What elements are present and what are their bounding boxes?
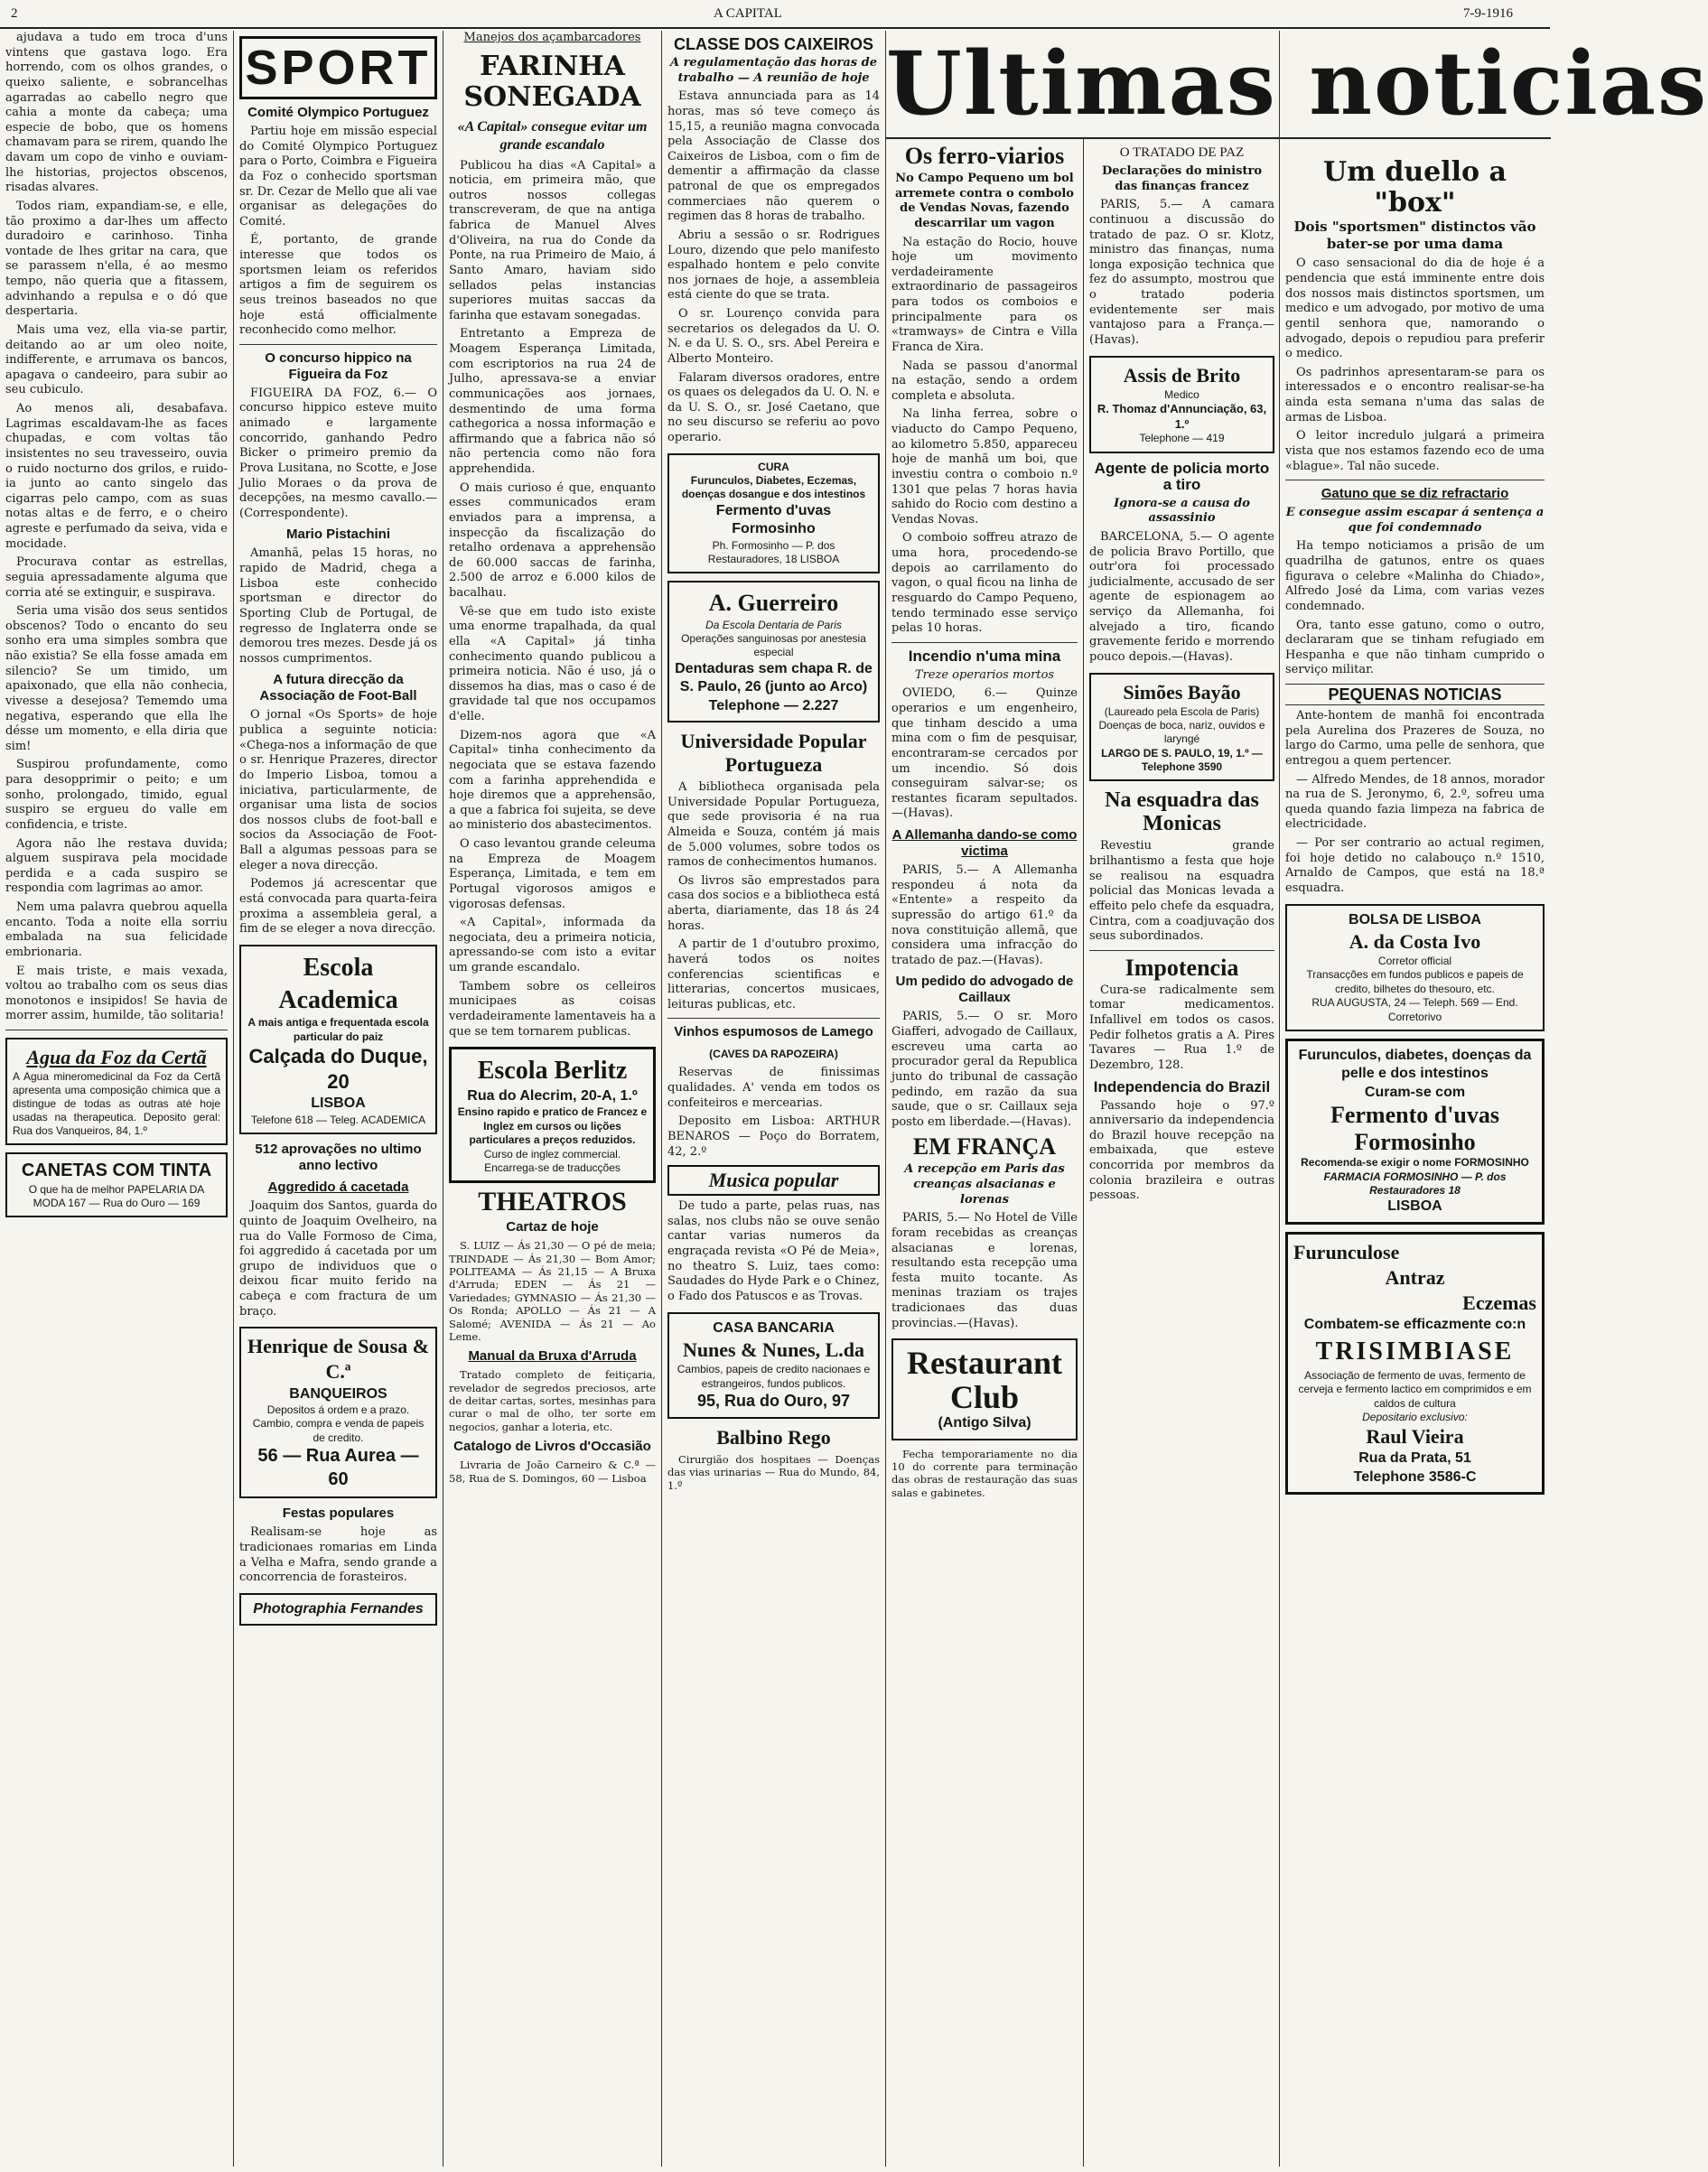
ad-agua-foz-certa (5, 1038, 228, 1145)
article-paragraph: Ora, tanto esse gatuno, como o outro, declararam que se tinham refugiado em Hespanha e que não tinham cumprido o serviço militar. (1285, 618, 1545, 677)
article-paragraph: Os livros são emprestados para casa dos socios e a bibliotheca está aberta, diariamente, das 18 ás 24 horas. (667, 873, 880, 933)
headline: Festas populares (282, 1505, 395, 1522)
ad-text: Transacções em fundos publicos e papeis de credito, bilhetes do thesouro, etc. (1306, 968, 1524, 995)
ad-address: R. Thomaz d'Annunciação, 63, 1.º (1097, 402, 1267, 431)
ad-subtitle: (Laureado pela Escola de Paris) Doenças de boca, nariz, ouvidos e laryngé (1098, 704, 1265, 746)
fiction-paragraph: Procurava contar as estrellas, seguia apressadamente alguma que corria até se extinguir, e suspirava. (5, 555, 228, 600)
ad-text: Combatem-se efficazmente co:n (1303, 1317, 1526, 1333)
ad-text: Associação de fermento de uvas, fermento de cerveja e fermento lactico em comprimidos e em caldos de cultura (1298, 1368, 1532, 1410)
headline: (CAVES DA RAPOZEIRA) (709, 1048, 838, 1061)
article-paragraph: Entretanto a Empreza de Moagem Esperança Limitada, com escriptorios na rua 24 de Julho, apressava-se a enviar communicações aos jornaes, desmentindo de uma forma cathegorica a nossa informação e affirmando que a fabrica não só não pertencia como não fora apprehendida. (449, 327, 656, 477)
ad-address: FARMACIA FORMOSINHO — P. dos Restauradores 18 (1323, 1170, 1507, 1198)
article-paragraph: Nada se passou d'anormal na estação, sendo a ordem completa e absoluta. (891, 359, 1078, 403)
article-paragraph: Na estação do Rocio, houve hoje um movimento verdadeiramente extraordinario de passageiros para todos os comboios e principalmente para os «tramways» de Cintra e Villa Franca de Xira. (891, 235, 1078, 354)
headline-impotencia: Impotencia (1125, 954, 1239, 981)
article-paragraph: O leitor incredulo julgará a primeira vista que nos estamos fazendo eco de uma «blague». Tal não sucede. (1285, 429, 1545, 473)
headline: PEQUENAS NOTICIAS (1285, 684, 1545, 705)
ad-address: Calçada do Duque, 20 (248, 1045, 428, 1094)
ad-text: Furunculos, diabetes, doenças da pelle e dos intestinos (1298, 1047, 1532, 1082)
column-5a (886, 139, 1083, 2167)
ad-fermento-formosinho (1285, 1039, 1545, 1225)
article-paragraph: Ante-hontem de manhã foi encontrada pela Aurelina dos Prazeres de Souza, no largo do Carmo, uma pelle de senhora, que entregou a quem pertencer. (1285, 709, 1545, 768)
ad-text: A Agua mineromedicinal da Foz da Certã apresenta uma composição chimica que a distingue de todas as outras até hoje usadas na therapeutica. Deposito geral: Rua dos Vanqueiros, 84, 1.º (13, 1070, 220, 1138)
headline-duello: Um duello a "box" (1323, 156, 1507, 219)
headline: A futura direcção da Associação de Foot-Ball (259, 672, 417, 704)
ad-title: A. Guerreiro (708, 590, 839, 617)
ad-text: Furunculose (1293, 1240, 1400, 1263)
ad-text: Eczemas (1462, 1291, 1536, 1315)
fiction-paragraph: Ao menos ali, desabafava. Lagrimas escaldavam-lhe as faces chupadas, e com voltas tão insistentes no seu travesseiro, ouvia o ruido nocturno dos grilos, e ruido-ia junto ao canto singelo das cigarras pelo campo, com as suas notas altas e de ferro, e o cheiro agreste e perfumado da seiva, vida e mocidade. (5, 402, 228, 551)
ad-trisimbiase (1285, 1232, 1545, 1495)
ad-title: Escola Berlitz (477, 1057, 628, 1086)
ad-title: Fermento d'uvas Formosinho (715, 502, 832, 537)
ad-phone: Telephone 3586-C (1353, 1468, 1477, 1485)
article-paragraph: Deposito em Lisboa: ARTHUR BENAROS — Poço do Borratem, 42, 2.º (667, 1114, 880, 1159)
ad-text: Ensino rapido e pratico de Francez e Inglez em cursos ou lições particulares a preços reduzidos. (457, 1105, 648, 1147)
article-paragraph: PARIS, 5.— No Hotel de Ville foram recebidas as creanças alsacianas e lorenas, resultando esta recepção uma festa muito tocante. As meninas traziam os trajes tradicionaes das duas provincias.—(Havas). (891, 1211, 1078, 1330)
paper-name: A CAPITAL (714, 6, 782, 21)
article-paragraph: Publicou ha dias «A Capital» a noticia, em primeira mão, que outros nossos collegas transcreveram, de que na antiga fabrica de Manuel Alves d'Oliveira, na rua do Conde da Ponte, na rua Primeiro de Maio, á Santo Amaro, haviam sido sellados pelas instancias superiores muitas saccas da farinha que estavam sonegadas. (449, 158, 656, 322)
kicker: Dois "sportsmen" distinctos vão bater-se por uma dama (1293, 219, 1536, 253)
ad-title: Escola Academica (278, 953, 398, 1014)
divider (667, 1018, 880, 1019)
headline: Agente de policia morto a tiro (1094, 459, 1270, 493)
kicker: Declarações do ministro das finanças francez (1101, 164, 1262, 193)
article-paragraph: O comboio soffreu atrazo de uma hora, procedendo-se depois ao carrilamento do vagon, o qual ficou na linha de resguardo do Campo Pequeno, tendo terminado esse serviço pelas 10 horas. (891, 531, 1078, 636)
article-paragraph: Dizem-nos agora que «A Capital» tinha conhecimento da negociata que se estava fazendo com a farinha apprehendida e hoje diremos que a apprehensão, a que a fabrica foi sujeita, se deve ao ministerio dos abastecimentos. (449, 728, 656, 833)
kicker: Manejos dos açambarcadores (463, 31, 641, 44)
ad-address: LARGO DE S. PAULO, 19, 1.º — Telephone 3590 (1101, 746, 1263, 774)
column-2 (233, 31, 443, 2167)
headline: Mario Pistachini (285, 527, 391, 543)
article-paragraph: Podemos já acrescentar que está convocada para quarta-feira proxima a assembleia geral, a fim de se eleger a nova direcção. (239, 877, 437, 937)
ad-text: Curso de inglez commercial. (483, 1147, 621, 1161)
ad-city: LISBOA (1387, 1198, 1442, 1215)
article-paragraph: Abriu a sessão o sr. Rodrigues Louro, dizendo que pelo manifesto espalhado hontem e pelo convite nos jornaes de hoje, a assembleia está ciente do que se trata. (667, 228, 880, 303)
article-paragraph: Reservas de finissimas qualidades. A' venda em todos os confeiteiros e mercearias. (667, 1066, 880, 1110)
article-paragraph: FIGUEIRA DA FOZ, 6.— O concurso hippico esteve muito animado e largamente concorrido, ganhando Pedro Bicker o primeiro premio da Prova Lusitana, no Scotte, e Jose Julio Moraes o da prova de decepções, na mesmo cavallo.—(Correspondente). (239, 386, 437, 520)
headline-caixeiros: CLASSE DOS CAIXEIROS (673, 35, 874, 53)
headline-ferro-viarios: Os ferro-viarios (904, 143, 1065, 169)
kicker: A regulamentação das horas de trabalho — A reunião de hoje (669, 56, 878, 85)
ad-assis-brito (1089, 356, 1274, 453)
headline: Gatuno que se diz refractario (1321, 486, 1509, 502)
headline: Cartaz de hoje (506, 1219, 599, 1235)
kicker: No Campo Pequeno um bol arremete contra o combolo de Vendas Novas, fazendo descarrilar um vagon (895, 172, 1074, 230)
article-paragraph: Vê-se que em tudo isto existe uma enorme trapalhada, da qual ella «A Capital» já tinha conhecimento quando publicou a primeira noticia. Não é uso, já o dissemos ha dias, mas o caso é de gravidade tal que nos occupamos d'elle. (449, 604, 656, 724)
ad-kicker: CASA BANCARIA (713, 1319, 835, 1336)
article-paragraph: Realisam-se hoje as tradicionaes romarias em Linda a Velha e Mafra, sendo grande a concorrencia de forasteiros. (239, 1525, 437, 1585)
article-paragraph: PARIS, 5.— O sr. Moro Giafferi, advogado de Caillaux, escreveu uma carta ao procurador geral da Republica junto do tribunal de cassação pedindo, em razão da sua saude, que o sr. Caillaux seja posto em liberdade.—(Havas). (891, 1010, 1078, 1129)
headline: Um pedido do advogado de Caillaux (895, 974, 1074, 1006)
ad-address: RUA AUGUSTA, 24 — Teleph. 569 — End. Corretorivo (1311, 996, 1518, 1023)
ad-address: Rua da Prata, 51 (1358, 1450, 1471, 1467)
ad-phone: Telephone — 419 (1139, 432, 1225, 445)
running-header (0, 0, 1550, 29)
ad-city: LISBOA (311, 1095, 366, 1112)
ad-title: Fermento d'uvas Formosinho (1330, 1102, 1500, 1156)
article-paragraph: A partir de 1 d'outubro proximo, haverá todos os noites conferencias scientificas e litterarias, concertos musicaes, leituras publicas, etc. (667, 937, 880, 1011)
ad-title: Henrique de Sousa & C.ª (247, 1335, 430, 1384)
ad-phone: Telefone 618 — Teleg. ACADEMICA (250, 1113, 426, 1126)
ad-cura-formosinho (667, 453, 880, 574)
fiction-paragraph: Todos riam, expandiam-se, e elle, tão proximo a dar-lhes um affecto duradoiro e carinhoso. Tinha vontade de lhes gritar na cara, que se parassem n'ella, é ao mesmo tempo, não queria que a fitassem, advinhando a repulsa e o dó que despertaria. (5, 199, 228, 319)
kicker: E consegue assim escapar á sentença a que foi condemnado (1285, 506, 1545, 535)
column-6 (1279, 31, 1550, 2167)
article-paragraph: O caso sensacional do dia de hoje é a pendencia que está imminente entre dois dos nossos mais distinctos sportsmen, um medico e um advogado, por motivo de uma gentil senhora que, namorando o advogado, depois o repudiou para preferir o medico. (1285, 256, 1545, 361)
article-paragraph: — Alfredo Mendes, de 18 annos, morador na rua de S. Jeronymo, 6, 2.º, sofreu uma queda quando fazia limpeza na fabrica de electricidade. (1285, 772, 1545, 832)
ad-text: Encarrega-se de traducções (484, 1161, 621, 1174)
fiction-paragraph: E mais triste, e mais vexada, voltou ao trabalho com os seus dias monotonos e insipidos! Se havia de morrer assim, humilde, tão solitaria! (5, 964, 228, 1023)
headline: Aggredido á cacetada (267, 1179, 409, 1196)
column-4 (661, 31, 885, 2167)
fiction-paragraph: Agora não lhe restava duvida; alguem suspirava pela mocidade perdida e a cada suspiro se respondia com lagrimas ao amor. (5, 836, 228, 896)
issue-date: 7-9-1916 (1463, 6, 1513, 21)
ad-text: Depositario exclusivo: (1362, 1410, 1468, 1423)
page-number: 2 (11, 6, 18, 21)
ad-title: TRISIMBIASE (1315, 1337, 1515, 1366)
ad-text: Curam-se com (1364, 1084, 1466, 1100)
ad-restaurant-club (891, 1338, 1078, 1440)
subheadline: «A Capital» consegue evitar um grande escandalo (457, 118, 648, 154)
headline: Vinhos espumosos de Lamego (674, 1024, 873, 1040)
ad-canetas (5, 1152, 228, 1217)
headline: Comité Olympico Portuguez (247, 105, 429, 120)
headline: Manual da Bruxa d'Arruda (468, 1348, 637, 1365)
ad-subtitle: Da Escola Dentaria de Paris (705, 618, 842, 631)
ad-guerreiro (667, 581, 880, 722)
fiction-paragraph: Mais uma vez, ella via-se partir, deitando ao ar um oleo noite, indifferente, e arrumava os bancos, apagava o candeeiro, para subir ao seu cubiculo. (5, 322, 228, 397)
column-3 (443, 31, 661, 2167)
article-paragraph: A bibliotheca organisada pela Universidade Popular Portugueza, que sede provisoria é na rua Almeida e Souza, contém já mais de 5.000 volumes, sobre todos os ramos de conhecimentos humanos. (667, 780, 880, 870)
headline: O TRATADO DE PAZ (1119, 145, 1245, 160)
ad-address: Dentaduras sem chapa R. de S. Paulo, 26 (junto ao Arco) Telephone — 2.227 (675, 660, 873, 713)
column-1 (0, 31, 233, 2167)
headline-esquadra: Na esquadra das Monicas (1105, 788, 1259, 836)
ad-photographia (239, 1593, 437, 1626)
article-paragraph: Passando hoje o 97.º anniversario da independencia do Brazil houve recepção na embaixada, que esteve concorrida por membros da colonia brazileira e outras pessoas. (1089, 1098, 1274, 1203)
article-paragraph: Os padrinhos apresentaram-se para os interessados e o encontro realisar-se-ha ainda esta semana n'uma das salas de armas de Lisboa. (1285, 365, 1545, 424)
headline-em-franca: EM FRANÇA (912, 1133, 1057, 1161)
headline: Catalogo de Livros d'Occasião (453, 1439, 651, 1455)
article-paragraph: Cura-se radicalmente sem tomar medicamentos. Infallivel em todos os casos. Pedir folhetos gratis a A. Pires Tavares — Rua 1.º de Dezembro, 128. (1089, 983, 1274, 1072)
fiction-paragraph: Seria uma visão dos seus sentidos obscenos? Todo o encanto do seu sonho era uma simples sombra que não existia? Se ella fosse amada em silencio? Se um timido, um apaixonado, que ella não conhecia, vivesse a desejosa? Tememdo uma negativa, esperando que ella lhe désse um momento, e ella diria que sim! (5, 604, 228, 753)
ad-title: Simões Bayão (1123, 680, 1241, 704)
headline-musica: Musica popular (667, 1165, 880, 1196)
article-paragraph: Na linha ferrea, sobre o viaducto do Campo Pequeno, ao kilometro 5.850, appareceu hoje de manhã um boi, que investiu contra o comboio n.º 1301 que pelas 7 horas havia sahido do Rocio com destino a Vendas Novas. (891, 407, 1078, 527)
article-paragraph: PARIS, 5.— A Allemanha respondeu á nota da «Entente» a respeito da supressão do artigo 61.º da nova constituição allemã, que considera uma infracção do tratado de paz.—(Havas). (891, 863, 1078, 967)
headline: O concurso hippico na Figueira da Foz (265, 350, 412, 382)
kicker: A recepção em Paris das creanças alsacianas e lorenas (904, 1162, 1065, 1207)
article-paragraph: O jornal «Os Sports» de hoje publica a seguinte noticia: «Chega-nos a informação de que o sr. Henrique Prazeres, director do Imperio Lisboa, tomou a iniciativa, particularmente, de organisar uma lista de socios dos nossos clubs de foot-ball e socios da Associação de Foot-Ball a algumas pessoas para se eleger a nova direcção. (239, 708, 437, 872)
ad-title: Restaurant Club (907, 1345, 1062, 1416)
divider (239, 344, 437, 345)
ad-address: 95, Rua do Ouro, 97 (696, 1391, 851, 1410)
article-paragraph: Revestiu grande brilhantismo a festa que hoje se realisou na esquadra policial das Monicas levada a effeito pelo chefe da esquadra, Cintra, com a coadjuvação dos seus subordinados. (1089, 839, 1274, 944)
article-paragraph: PARIS, 5.— A camara continuou a discussão do tratado de paz. O sr. Klotz, ministro das finanças, numa longa exposição technica que fez do assumpto, mostrou que o tratado poderia evidentemente ser mais vantajoso para a França.—(Havas). (1089, 198, 1274, 347)
section-title-sport: SPORT (239, 36, 437, 99)
ad-escola-academica (239, 945, 437, 1135)
ad-kicker: CURA (758, 460, 789, 473)
ad-address: Ph. Formosinho — P. dos Restauradores, 18 LISBOA (707, 538, 840, 565)
ad-escola-berlitz (449, 1047, 656, 1183)
article-paragraph: De tudo a parte, pelas ruas, nas salas, nos clubs não se ouve senão cantar varias numeros da engraçada revista «O Pé de Meia», no theatro S. Luiz, taes como: Saudades do Hyde Park e o Chinez, o Fado dos Patuscos e as Trovas. (667, 1199, 880, 1303)
ad-bolsa-lisboa (1285, 904, 1545, 1031)
article-paragraph: OVIEDO, 6.— Quinze operarios e um engenheiro, que tinham descido a uma mina com o fim de pesquisar, encontraram-se cercados por um incendio. Só dois conseguiram salvar-se; os restantes ficaram sepultados.—(Havas). (891, 686, 1078, 821)
headline: Independencia do Brazil (1093, 1077, 1271, 1095)
headline-farinha: FARINHA SONEGADA (463, 50, 641, 113)
divider (891, 642, 1078, 643)
ad-address: 56 — Rua Aurea — 60 (257, 1446, 419, 1489)
ad-text: Recomenda-se exigir o nome FORMOSINHO (1301, 1156, 1529, 1170)
article-paragraph: Estava annunciada para as 14 horas, mas só teve começo ás 15,15, a reunião magna convocada pela Associação de Classe dos Caixeiros de Lisboa, com o fim de dementir a affirmação da classe patronal de que os empregados commerciaes não querem o regimen das 8 horas de trabalho. (667, 89, 880, 224)
fiction-paragraph: Nem uma palavra quebrou aquella encanto. Toda a noite ella sorriu embalada na sua felicidade embrionaria. (5, 900, 228, 959)
article-paragraph: Falaram diversos oradores, entre os quaes os delegados da U. O. N. e da U. S. O., sr. José Caetano, que no seu discurso se referiu ao povo operario. (667, 370, 880, 444)
divider (1089, 950, 1274, 951)
article-paragraph: Livraria de João Carneiro & C.ª — 58, Rua de S. Domingos, 60 — Lisboa (449, 1459, 656, 1485)
article-paragraph: Ha tempo noticiamos a prisão de um quadrilha de gatunos, entre os quaes figurava o celebre «Malinha do Chiado», Alfredo José da Lima, com varias vezes condemnado. (1285, 539, 1545, 613)
article-paragraph: O mais curioso é que, enquanto esses communicados eram enviados para a imprensa, a inspecção da fiscalização do retalho ordenava a apprehensão de 60.000 saccas de farinha, 2.500 de arroz e 6.000 kilos de bacalhau. (449, 480, 656, 601)
ad-kicker: BOLSA DE LISBOA (1349, 911, 1481, 928)
ad-name: Raul Vieira (1366, 1425, 1464, 1449)
ad-title: Assis de Brito (1123, 363, 1241, 387)
ad-casa-bancaria (667, 1312, 880, 1419)
article-paragraph: «A Capital», informada da negociata, deu a primeira noticia, apressando-se com isto a evitar um grande escandalo. (449, 916, 656, 975)
article-paragraph: S. LUIZ — Ás 21,30 — O pé de meia; TRINDADE — Ás 21,30 — Bom Amor; POLITEAMA — Ás 21,15 — A Bruxa d'Arruda; EDEN — Ás 21 — Variedades; GYMNASIO — Ás 21,30 — Os Ronda; APOLLO — Ás 21 — A Salomé; AVENIDA — Ás 21 — Ao Leme. (449, 1239, 656, 1343)
article-paragraph: É, portanto, de grande interesse que todos os sportsmen leiam os referidos artigos a fim de seguirem os seus treinos baseados no que hoje está officialmente reconhecido como melhor. (239, 233, 437, 338)
ad-text: O que ha de melhor PAPELARIA DA MODA 167 — Rua do Ouro — 169 (28, 1182, 205, 1210)
banner-ultimas-noticias: Ultimas noticias (886, 31, 1551, 139)
article-paragraph: Partiu hoje em missão especial do Comité Olympico Portuguez para o Porto, Coimbra e Figueira da Foz o conhecido sportsman sr. Dr. Cezar de Mello que ali vae organisar as delegações do Comité. (239, 125, 437, 228)
article-paragraph: BARCELONA, 5.— O agente de policia Bravo Portillo, que outr'ora foi processado judicialmente, accusado de ser agente de espionagem ao serviço da Allemanha, foi alvejado a tiro, ficando gravemente ferido e morrendo pouco depois.—(Havas). (1089, 529, 1274, 664)
headline-universidade: Universidade Popular Portugueza (680, 730, 867, 777)
headline: Incendio n'uma mina (908, 647, 1061, 665)
article-paragraph: — Por ser contrario ao actual regimen, foi hoje detido no calabouço n.º 1510, Arnaldo de Campos, que está na 18.ª esquadra. (1285, 836, 1545, 895)
ad-subtitle: A mais antiga e frequentada escola particular do paiz (247, 1016, 429, 1043)
kicker: Ignora-se a causa do assassinio (1114, 496, 1250, 526)
ad-title: CANETAS COM TINTA (21, 1161, 212, 1181)
headline: A Allemanha dando-se como victima (891, 827, 1078, 859)
ad-subtitle: BANQUEIROS (289, 1385, 387, 1402)
ad-title: Nunes & Nunes, L.da (682, 1338, 865, 1362)
article-paragraph: Cirurgião dos hospitaes — Doenças das vias urinarias — Rua do Mundo, 84, 1.º (667, 1452, 880, 1492)
ad-text: Antraz (1385, 1266, 1445, 1290)
ad-text: Operações sanguinosas por anestesia especial (681, 631, 866, 659)
article-paragraph: Tratado completo de feitiçaria, revelador de segredos preciosos, arte de deitar cartas, sortes, mesinhas para curar o mal de olho, ter sorte em negocios, ganhar a loteria, etc. (449, 1368, 656, 1433)
kicker: Treze operarios mortos (914, 667, 1055, 682)
fiction-paragraph: ajudava a tudo em troca d'uns vintens que gastava logo. Era horrendo, com os olhos grandes, o queixo saliente, e sobrancelhas agarradas ao cabello negro que cahia a monte da cabeça; uma especie de bobo, que os homens chamavam para se rirem, quando lhe davam um copo de vinho e ouviam-lhe historias, projectos obscenos, risadas alvares. (5, 31, 228, 195)
article-paragraph: O caso levantou grande celeuma na Empreza de Moagem Esperança, Limitada, e tem em Portugal vigorosos amigos e vigorosas defensas. (449, 837, 656, 911)
ad-simoes-bayao (1089, 673, 1274, 782)
ad-text: Cambios, papeis de credito nacionaes e estrangeiros, fundos publicos. (677, 1363, 871, 1390)
column-5b (1083, 139, 1280, 2167)
headline: Balbino Rego (716, 1425, 831, 1449)
article-paragraph: Fecha temporariamente no dia 10 do corrente para terminação das obras de restauração das suas salas e gabinetes. (891, 1447, 1078, 1499)
section-title-theatros: THEATROS (478, 1187, 627, 1217)
ad-text: Depositos á ordem e a prazo. Cambio, compra e venda de papeis de credito. (252, 1403, 425, 1444)
ad-subtitle: Corretor official (1377, 955, 1452, 968)
article-paragraph: O sr. Lourenço convida para secretarios os delegados da U. O. N. e da U. S. O., srs. Abel Pereira e Alberto Monteiro. (667, 307, 880, 366)
ad-henrique-sousa (239, 1327, 437, 1498)
ad-title: Agua da Foz da Certã (26, 1046, 207, 1068)
article-paragraph: Amanhã, pelas 15 horas, no rapido de Madrid, chega a Lisboa este conhecido sportsman e director do Sporting Club de Portugal, de regresso de Inglaterra onde se demorou tres mezes. Desde já os nossos cumprimentos. (239, 546, 437, 666)
ad-title: A. da Costa Ivo (1349, 929, 1481, 953)
ad-text: Furunculos, Diabetes, Eczemas, doenças dosangue e dos intestinos (681, 473, 866, 501)
headline: 512 aprovações no ultimo anno lectivo (255, 1142, 422, 1174)
article-paragraph: Joaquim dos Santos, guarda do quinto de Joaquim Ovelheiro, na rua do Valle Formoso de Cima, foi aggredido á cacetada por um grupo de individuos que o deixou ficar muito ferido na cabeça e com fractura de um braço. (239, 1199, 437, 1319)
ad-subtitle: Medico (1164, 387, 1199, 401)
ad-title: Photographia Fernandes (253, 1600, 424, 1617)
article-paragraph: Tambem sobre os celleiros municipaes as coisas verdadeiramente lamentaveis ha a que se tem tornarem publicas. (449, 979, 656, 1039)
ad-address: Rua do Alecrim, 20-A, 1.º (467, 1088, 638, 1105)
ad-subtitle: (Antigo Silva) (938, 1415, 1031, 1431)
fiction-paragraph: Suspirou profundamente, como para desopprimir o peito; e um sonho, prolongado, timido, egual suspiro se ergueu do valle em confidencia, e triste. (5, 758, 228, 832)
